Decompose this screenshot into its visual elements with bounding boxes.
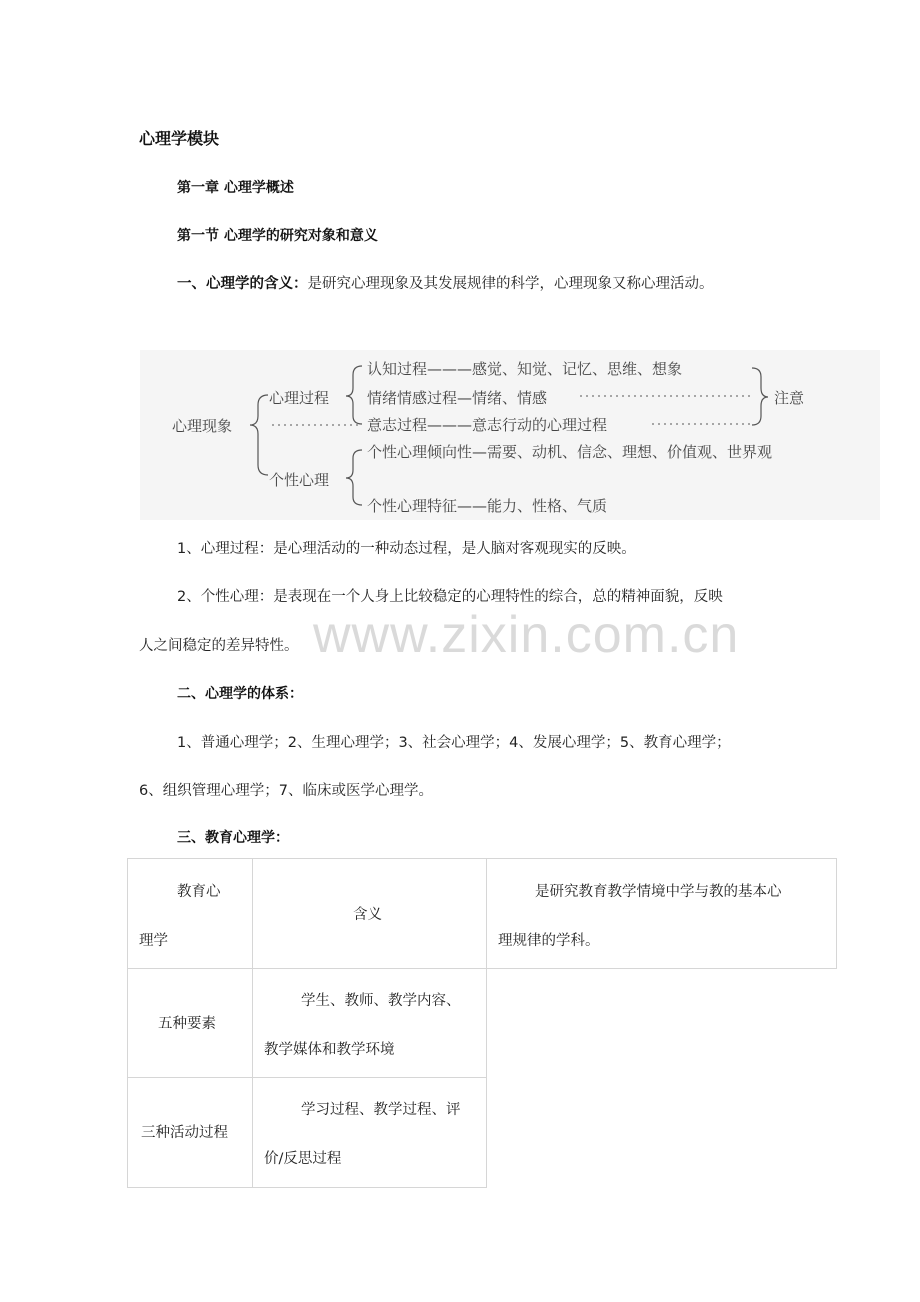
diagram-process-item: 认知过程———感觉、知觉、记忆、思维、想象 bbox=[367, 360, 683, 378]
table-cell-text: 价/反思过程 bbox=[264, 1151, 342, 1167]
personality-definition-line2: 人之间稳定的差异特性。 bbox=[139, 638, 299, 654]
table-cell-text: 理规律的学科。 bbox=[498, 933, 600, 949]
diagram-attention: 注意 bbox=[774, 389, 805, 407]
table-cell-text: 三种活动过程 bbox=[141, 1125, 228, 1141]
table-cell bbox=[252, 1077, 487, 1188]
table-cell-text: 学习过程、教学过程、评 bbox=[301, 1102, 461, 1118]
diagram-branch-personality: 个性心理 bbox=[269, 471, 330, 489]
definition-paragraph bbox=[177, 272, 714, 293]
diagram-branch-process: 心理过程 bbox=[269, 389, 330, 407]
chapter-title: 第一章 心理学概述 bbox=[177, 180, 294, 196]
psychology-phenomena-diagram bbox=[140, 350, 880, 520]
process-definition: 1、心理过程：是心理活动的一种动态过程，是人脑对客观现实的反映。 bbox=[177, 541, 636, 557]
diagram-root: 心理现象 bbox=[172, 417, 233, 435]
table-cell-text: 是研究教育教学情境中学与教的基本心 bbox=[535, 884, 782, 900]
diagram-process-item: 情绪情感过程—情绪、情感 bbox=[367, 389, 548, 407]
table-cell bbox=[127, 1077, 253, 1188]
table-cell-text: 含义 bbox=[353, 907, 382, 923]
table-cell-text: 学生、教师、教学内容、 bbox=[301, 993, 461, 1009]
table-cell-text: 理学 bbox=[139, 933, 168, 949]
system-list-line1: 1、普通心理学；2、生理心理学；3、社会心理学；4、发展心理学；5、教育心理学； bbox=[177, 735, 731, 751]
diagram-personality-item: 个性心理倾向性—需要、动机、信念、理想、价值观、世界观 bbox=[367, 443, 773, 461]
diagram-personality-item: 个性心理特征——能力、性格、气质 bbox=[367, 497, 608, 515]
watermark: www.zixin.com.cn bbox=[313, 606, 740, 664]
table-cell-text: 教育心 bbox=[177, 884, 221, 900]
diagram-process-item: 意志过程———意志行动的心理过程 bbox=[367, 416, 608, 434]
educational-psychology-title: 三、教育心理学： bbox=[177, 830, 289, 846]
definition-text: 是研究心理现象及其发展规律的科学，心理现象又称心理活动。 bbox=[307, 276, 714, 292]
table-cell bbox=[486, 858, 837, 969]
section-title: 第一节 心理学的研究对象和意义 bbox=[177, 228, 378, 244]
table-cell bbox=[252, 968, 487, 1078]
table-cell-text: 教学媒体和教学环境 bbox=[264, 1042, 395, 1058]
definition-lead: 一、心理学的含义： bbox=[177, 276, 308, 292]
table-cell bbox=[127, 858, 253, 969]
system-title: 二、心理学的体系： bbox=[177, 686, 303, 702]
table-cell bbox=[127, 968, 253, 1078]
personality-definition-line1: 2、个性心理：是表现在一个人身上比较稳定的心理特性的综合，总的精神面貌，反映 bbox=[177, 589, 723, 605]
table-cell-text: 五种要素 bbox=[158, 1016, 216, 1032]
system-list-line2: 6、组织管理心理学；7、临床或医学心理学。 bbox=[139, 783, 433, 799]
module-title: 心理学模块 bbox=[139, 129, 220, 148]
table-cell bbox=[252, 858, 487, 969]
